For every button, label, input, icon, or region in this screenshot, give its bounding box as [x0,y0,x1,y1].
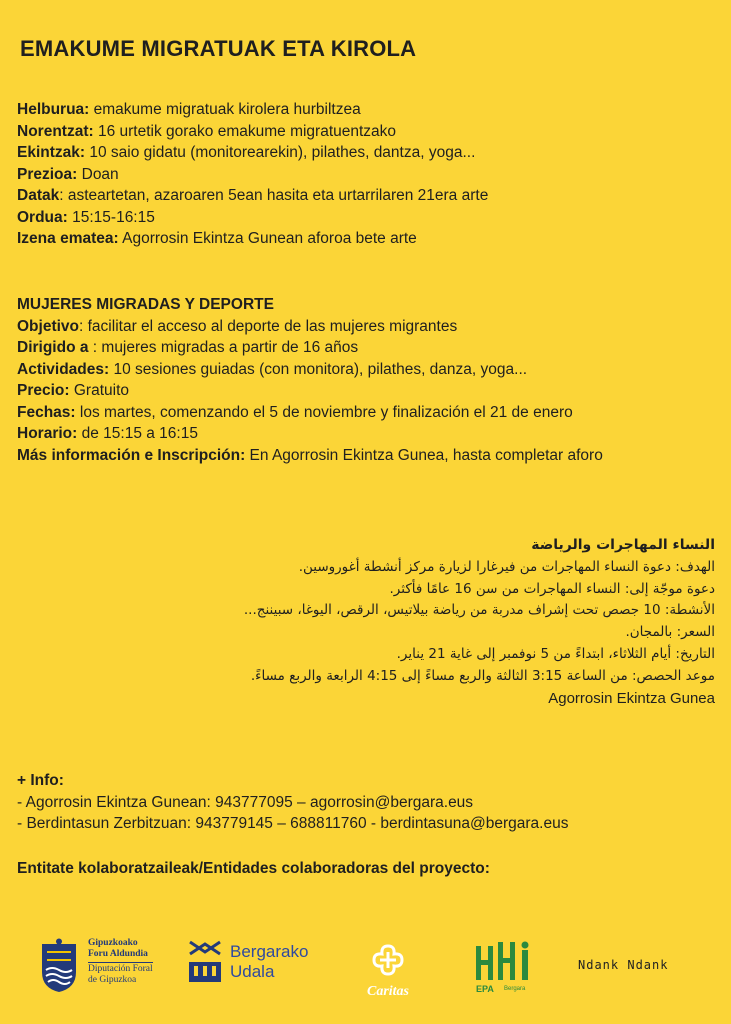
es-line: Fechas: los martes, comenzando el 5 de noviembre y finalización el 21 de enero [17,403,573,421]
caritas-name: Caritas [366,984,409,999]
ar-line: السعر: بالمجان. [625,624,715,641]
epa-logo [474,940,540,1004]
eu-line: Prezioa: Doan [17,165,119,183]
bergara-emblem-icon [186,940,224,986]
gipuzkoa-name-es2: de Gipuzkoa [88,975,137,985]
epa-name: EPA [476,984,494,994]
ar-line: التاريخ: أيام الثلاثاء، ابتداءً من 5 نوفمبر إلى غاية 21 يناير. [396,645,715,662]
bergara-name-2: Udala [230,962,275,981]
eu-line: Datak: asteartetan, azaroaren 5ean hasita eta urtarrilaren 21era arte [17,187,489,204]
caritas-cross-icon [368,942,408,982]
es-line: Más información e Inscripción: En Agorrosin Ekintza Gunea, hasta completar aforo [17,446,603,464]
page-title: EMAKUME MIGRATUAK ETA KIROLA [20,36,417,61]
logos-row [0,930,731,1010]
ar-title: النساء المهاجرات والرياضة [531,537,715,553]
ar-line: الأنشطة: 10 جصص تحت إشراف مدربة من رياضة بيلاتيس، الرقص، اليوغا، سبيننج... [243,602,715,619]
ndank-logo [578,956,718,996]
eu-line: Norentzat: 16 urtetik gorako emakume migratuentzako [17,122,397,140]
gipuzkoa-logo [38,938,178,998]
es-line: Actividades: 10 sesiones guiadas (con monitora), pilathes, danza, yoga... [17,360,528,378]
gipuzkoa-shield-icon [38,938,80,994]
eu-line: Ordua: 15:15-16:15 [17,208,155,226]
es-line: Precio: Gratuito [17,382,130,399]
bergara-logo [186,940,336,1000]
eu-line: Helburua: emakume migratuak kirolera hurbiltzea [17,101,361,118]
gipuzkoa-name-eu2: Foru Aldundia [88,949,148,959]
gipuzkoa-name-es1: Diputación Foral [88,964,153,974]
info-line-agorrosin: - Agorrosin Ekintza Gunean: 943777095 – agorrosin@bergara.eus [17,793,474,811]
ar-location: Agorrosin Ekintza Gunea [548,689,715,707]
gipuzkoa-name-eu1: Gipuzkoako [88,938,138,948]
eu-line: Izena ematea: Agorrosin Ekintza Gunean aforoa bete arte [17,230,417,247]
epa-hhi-icon [474,940,536,986]
ar-line: الهدف: دعوة النساء المهاجرات من فيرغارا لزيارة مركز أنشطة أغوروسين. [298,558,715,575]
ar-line: موعد الحصص: من الساعة 3:15 الثالثة والربع مساءً إلى 4:15 الرابعة والربع مساءً. [250,667,715,684]
ar-line: دعوة موجّة إلى: النساء المهاجرات من سن 16 عامًا فأكثر. [389,580,715,597]
epa-sub: Bergara [504,986,526,992]
bergara-name-1: Bergarako [230,942,309,961]
basque-section [17,99,717,250]
es-title: MUJERES MIGRADAS Y DEPORTE [17,296,274,313]
info-heading: + Info: [17,772,64,789]
es-line: Dirigido a : mujeres migradas a partir de 16 años [17,339,359,356]
es-line: Horario: de 15:15 a 16:15 [17,425,198,442]
caritas-logo [348,942,428,1002]
info-line-berdintasun: - Berdintasun Zerbitzuan: 943779145 – 688811760 - berdintasuna@bergara.eus [17,815,569,832]
es-line: Objetivo: facilitar el acceso al deporte de las mujeres migrantes [17,317,458,335]
info-section [17,770,717,835]
arabic-section [155,535,715,709]
spanish-section [17,294,717,466]
collaborators-heading: Entitate kolaboratzaileak/Entidades colaboradoras del proyecto: [17,860,490,877]
ndank-name: Ndank Ndank [578,958,669,972]
eu-line: Ekintzak: 10 saio gidatu (monitorearekin), pilathes, dantza, yoga... [17,144,476,161]
